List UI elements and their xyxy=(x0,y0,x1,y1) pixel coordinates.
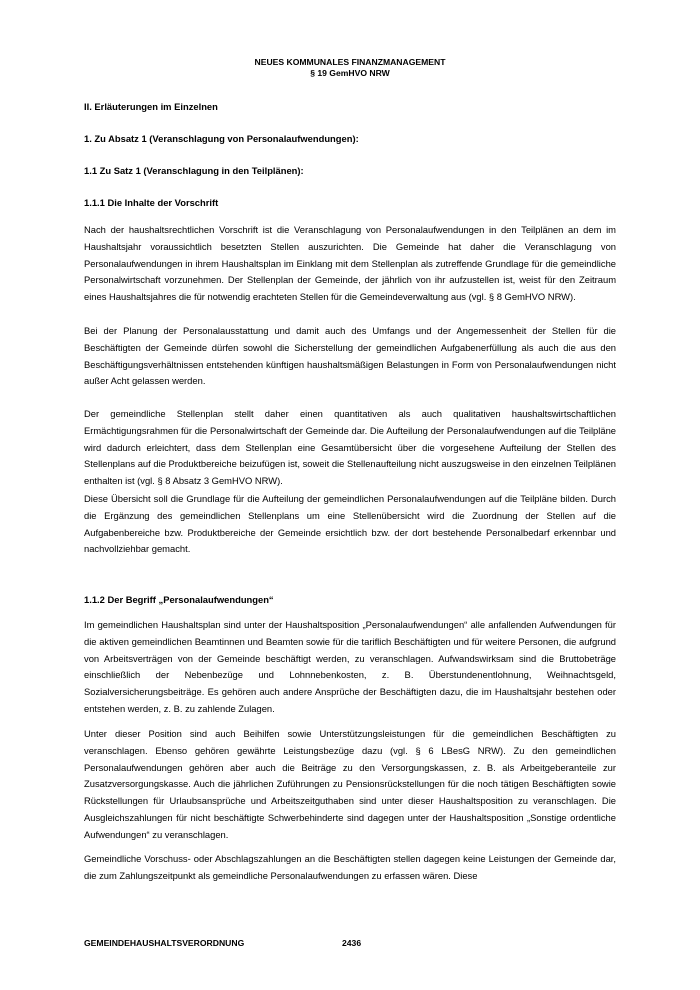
paragraph: Bei der Planung der Personalausstattung und damit auch des Umfangs und der Angemessenheit der Stellen für die Beschäftigten der Gemeinde dürfen sowohl die Sicherstellung der gemeindlichen Aufgabenerfüllung als auch die aus den Beschäftigungsverhältnissen entstehenden künftigen haushaltsmäßigen Belastungen in Form von Personalaufwendungen nicht außer Acht gelassen werden. xyxy=(84,325,616,387)
paragraph: Der gemeindliche Stellenplan stellt daher einen quantitativen als auch qualitativen haushaltswirtschaftlichen Ermächtigungsrahmen für die Personalwirtschaft der Gemeinde dar. Die Aufteilung der Personalaufwendungen auf die Teilpläne wird dadurch erleichtert, dass dem Stellenplan eine Gesamtübersicht über die vorgesehene Aufteilung der Stellen des Stellenplans auf die Produktbereiche beizufügen ist, soweit die Stellenaufteilung nicht auszugsweise in den einzelnen Teilplänen enthalten ist (vgl. § 8 Absatz 3 GemHVO NRW). xyxy=(84,408,616,486)
header-subtitle: § 19 GemHVO NRW xyxy=(310,68,390,78)
section-heading: 1.1.2 Der Begriff „Personalaufwendungen“ xyxy=(84,594,274,605)
running-footer xyxy=(84,938,362,948)
section-heading: 1. Zu Absatz 1 (Veranschlagung von Personalaufwendungen): xyxy=(84,133,359,144)
paragraph: Unter dieser Position sind auch Beihilfen sowie Unterstützungsleistungen für die gemeindlichen Beschäftigten zu veranschlagen. Ebenso gehören gewährte Leistungsbezüge dazu (vgl. § 6 LBesG NRW). Zu den gemeindlichen Personalaufwendungen gehören aber auch die Beiträge zu den Versorgungskassen, z. B. als Arbeitgeberanteile zur Zusatzversorgungskasse. Auch die jährlichen Zuführungen zu Pensionsrückstellungen für die noch tätigen Beschäftigten sowie Rückstellungen für Urlaubsansprüche und Arbeitszeitguthaben sind unter dieser Haushaltsposition zu veranschlagen. Die Ausgleichszahlungen für nicht beschäftigte Schwerbehinderte sind dagegen unter der Haushaltsposition „Sonstige ordentliche Aufwendungen“ zu veranschlagen. xyxy=(84,728,616,840)
running-header xyxy=(84,57,616,79)
paragraph: Im gemeindlichen Haushaltsplan sind unter der Haushaltsposition „Personalaufwendungen“ alle anfallenden Aufwendungen für die aktiven gemeindlichen Beamtinnen und Beamten sowie für die tariflich Beschäftigten und für weitere Personen, die aufgrund von Arbeitsverträgen von der Gemeinde beschäftigt werden, zu veranschlagen. Aufwandswirksam sind die Bruttobeträge einschließlich der Nebenbezüge und Lohnnebenkosten, z. B. Überstundenentlohnung, Weihnachtsgeld, Sozialversicherungsbeiträge. Es gehören auch andere Ansprüche der Beschäftigten dazu, die im Haushaltsjahr bestehen oder entstehen werden, z. B. zu zahlende Zulagen. xyxy=(84,619,616,714)
paragraph: Nach der haushaltsrechtlichen Vorschrift ist die Veranschlagung von Personalaufwendungen in den Teilplänen an dem im Haushaltsjahr voraussichtlich besetzten Stellen auszurichten. Die Gemeinde hat daher die Veranschlagung von Personalaufwendungen in ihrem Haushaltsplan im Einklang mit dem Stellenplan als zutreffende Grundlage für die gemeindliche Personalwirtschaft vorzunehmen. Der Stellenplan der Gemeinde, der jährlich von ihr aufzustellen ist, weist für den Zeitraum eines Haushaltsjahres die für notwendig erachteten Stellen für die Gemeindeverwaltung aus (vgl. § 8 GemHVO NRW). xyxy=(84,224,616,302)
section-heading: 1.1 Zu Satz 1 (Veranschlagung in den Teilplänen): xyxy=(84,165,304,176)
page-number: 2436 xyxy=(342,938,362,948)
paragraph: Gemeindliche Vorschuss- oder Abschlagszahlungen an die Beschäftigten stellen dagegen keine Leistungen der Gemeinde dar, die zum Zahlungszeitpunkt als gemeindliche Personalaufwendungen zu erfassen wären. Diese xyxy=(84,853,616,881)
header-title: NEUES KOMMUNALES FINANZMANAGEMENT xyxy=(254,57,446,67)
footer-title: GEMEINDEHAUSHALTSVERORDNUNG xyxy=(84,938,245,948)
paragraph: Diese Übersicht soll die Grundlage für die Aufteilung der gemeindlichen Personalaufwendungen auf die Teilpläne bilden. Durch die Ergänzung des gemeindlichen Stellenplans um eine Stellenübersicht wird die Zuordnung der Stellen auf die Aufgabenbereiche bzw. Produktbereiche der Gemeinde ersichtlich bzw. der dort bestehende Personalbedarf erkennbar und nachvollziehbar gemacht. xyxy=(84,493,616,555)
section-heading: 1.1.1 Die Inhalte der Vorschrift xyxy=(84,197,219,208)
section-heading: II. Erläuterungen im Einzelnen xyxy=(84,101,218,112)
